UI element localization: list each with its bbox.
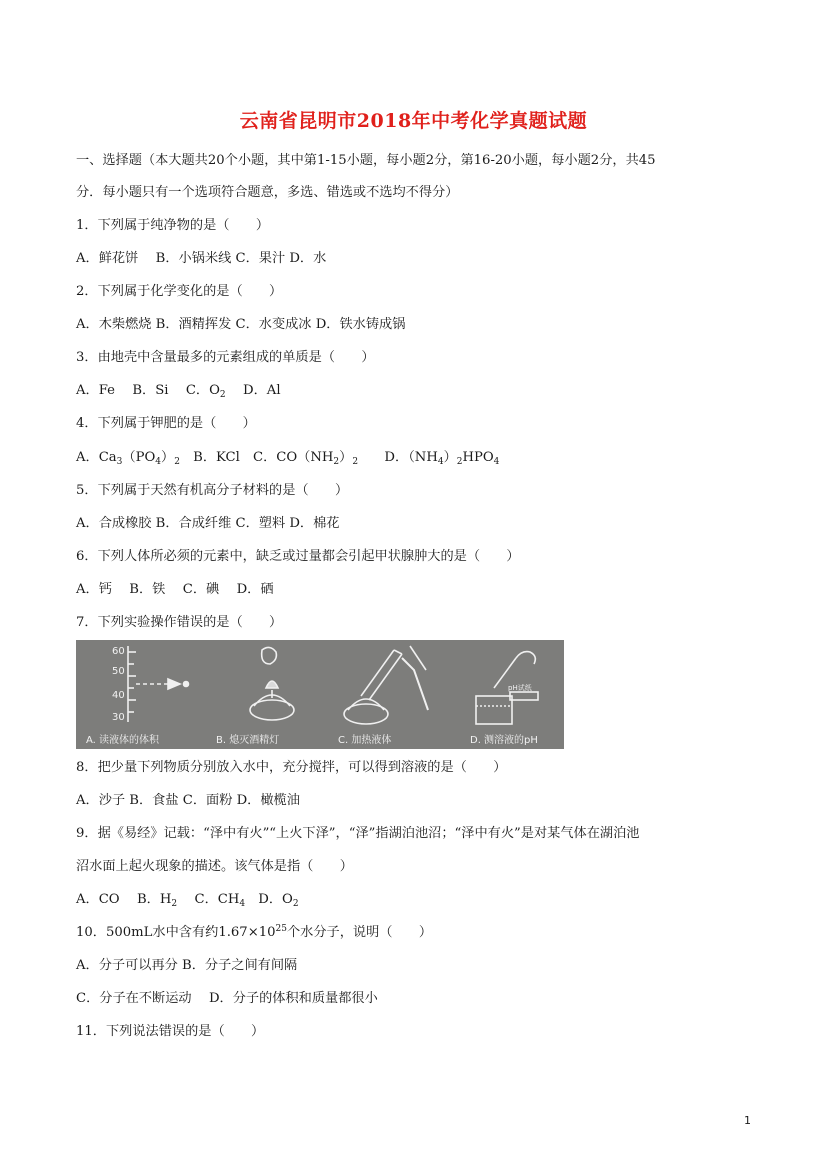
question-10-options-2: C．分子在不断运动 D．分子的体积和质量都很小 [76,991,378,1006]
alcohol-lamp-illustration [250,647,294,720]
question-4-options: A．$Ca_3(PO_4)_2$ B．KCl C．$CO(NH_2)_2$ D．$(NH_4)_2HPO_4$ [76,450,500,467]
question-2: 2．下列属于化学变化的是（ ） [76,284,283,299]
question-9-line-2: 沼水面上起火现象的描述。该气体是指（ ） [76,859,353,874]
question-6: 6．下列人体所必须的元素中，缺乏或过量都会引起甲状腺肿大的是（ ） [76,549,520,564]
question-9-line-1: 9．据《易经》记载：“泽中有火”“上火下泽”，“泽”指湖泊池沼；“泽中有火”是对某气体在湖泊池 [76,826,640,841]
question-3: 3．由地壳中含量最多的元素组成的单质是（ ） [76,350,375,365]
ph-strip-label: pH试纸 [508,684,532,692]
page-number: 1 [744,1114,751,1127]
caption-c: C. 加热液体 [338,735,392,746]
scale-tick-60: 60 [112,646,125,657]
section-intro-line-2: 分．每小题只有一个选项符合题意，多选、错选或不选均不得分） [76,185,459,200]
page-title: 云南省昆明市2018年中考化学真题试题 [239,110,588,132]
caption-b: B. 熄灭酒精灯 [216,735,280,746]
scale-tick-40: 40 [112,690,125,701]
question-10: 10．500mL水中含有约$1.67\times 10^{25}$个水分子，说明（ ） [76,924,433,940]
question-10-options-1: A．分子可以再分 B．分子之间有间隔 [76,958,298,973]
question-1-options: A．鲜花饼 B．小锅米线 C．果汁 D．水 [76,251,327,266]
caption-a: A. 读液体的体积 [86,735,160,746]
graduated-cylinder-illustration [128,646,189,722]
scale-tick-50: 50 [112,666,125,677]
question-11: 11．下列说法错误的是（ ） [76,1024,265,1039]
question-3-options: A．Fe B．Si C．$O_2$ D．Al [76,383,281,400]
section-intro-line-1: 一、选择题（本大题共20个小题，其中第1-15小题，每小题2分，第16-20小题，每小题2分，共45 [76,153,656,168]
question-2-options: A．木柴燃烧 B．酒精挥发 C．水变成冰 D．铁水铸成锅 [76,317,406,332]
question-8-options: A．沙子 B．食盐 C．面粉 D．橄榄油 [76,793,300,808]
question-4: 4．下列属于钾肥的是（ ） [76,416,256,431]
heating-test-tube-illustration [344,646,428,724]
question-7: 7．下列实验操作错误的是（ ） [76,615,283,630]
caption-d: D. 测溶液的pH [470,735,538,746]
lab-operations-figure [76,640,564,749]
question-5: 5．下列属于天然有机高分子材料的是（ ） [76,483,349,498]
question-9-options: A．CO B．$H_2$ C．$CH_4$ D．$O_2$ [76,892,299,909]
question-5-options: A．合成橡胶 B．合成纤维 C．塑料 D．棉花 [76,516,340,531]
lab-operations-image [76,640,564,749]
question-8: 8．把少量下列物质分别放入水中，充分搅拌，可以得到溶液的是（ ） [76,760,507,775]
question-1: 1．下列属于纯净物的是（ ） [76,218,270,233]
question-6-options: A．钙 B．铁 C．碘 D．硒 [76,582,274,597]
scale-tick-30: 30 [112,712,125,723]
